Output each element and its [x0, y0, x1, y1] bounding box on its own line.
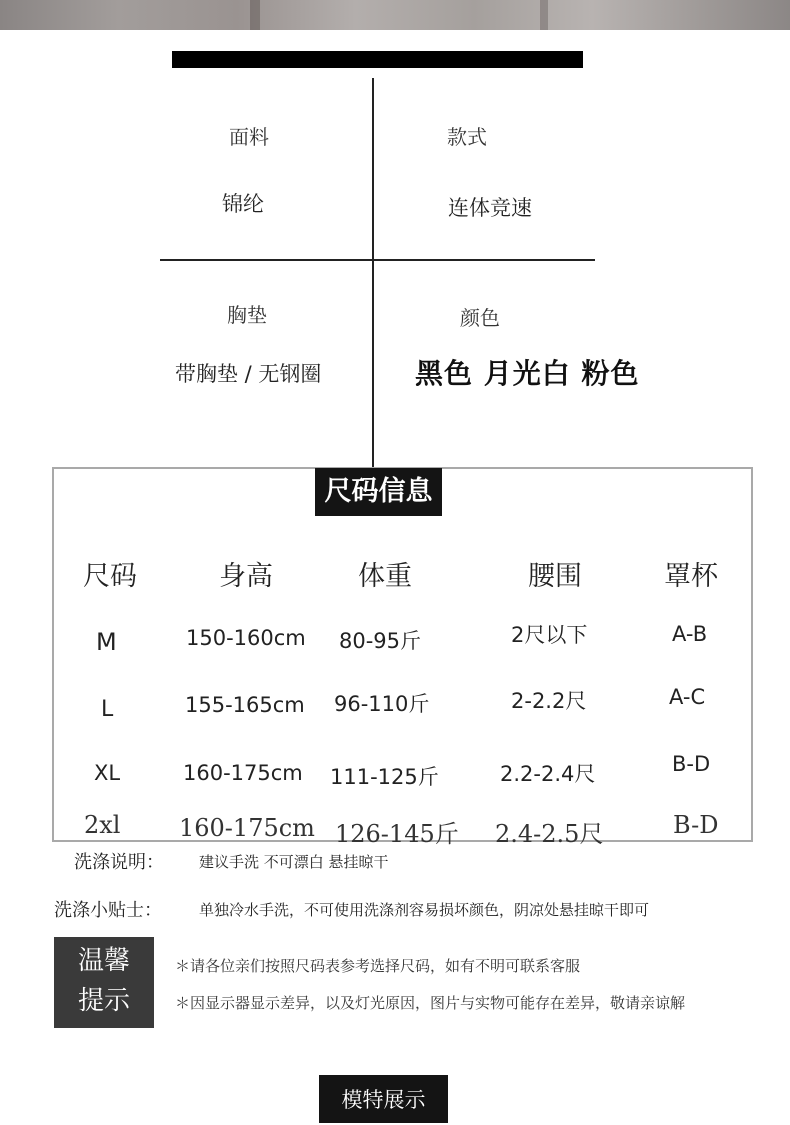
wash-instructions-label: 洗涤说明：	[74, 852, 164, 873]
color-value: 黑色 月光白 粉色	[415, 357, 640, 390]
row-l-cup: A-C	[669, 685, 706, 709]
header-height: 身高	[219, 561, 273, 592]
header-weight: 体重	[358, 561, 412, 592]
model-photo-strip	[0, 0, 790, 30]
photo-shadow-right	[540, 0, 548, 30]
header-size: 尺码	[83, 561, 137, 592]
row-2xl-size: 2xl	[84, 811, 121, 839]
row-l-size: L	[101, 697, 114, 722]
row-l-waist: 2-2.2尺	[511, 689, 587, 713]
reminder-label-line2: 提示	[77, 986, 130, 1016]
row-m-waist: 2尺以下	[511, 623, 588, 647]
row-xl-size: XL	[94, 761, 121, 785]
row-m-height: 150-160cm	[186, 626, 306, 650]
row-l-weight: 96-110斤	[334, 692, 430, 716]
header-cup: 罩杯	[664, 561, 718, 592]
row-m-weight: 80-95斤	[339, 629, 422, 653]
row-2xl-cup: B-D	[673, 811, 719, 839]
reminder-tip-1: ＊请各位亲们按照尺码表参考选择尺码，如有不明可联系客服	[175, 957, 581, 975]
fabric-label: 面料	[229, 125, 269, 149]
model-display-button[interactable]: 模特展示	[319, 1075, 448, 1123]
row-2xl-height: 160-175cm	[179, 814, 315, 842]
row-xl-height: 160-175cm	[183, 761, 303, 785]
row-l-height: 155-165cm	[185, 693, 305, 717]
row-xl-cup: B-D	[672, 752, 711, 776]
row-2xl-waist: 2.4-2.5尺	[495, 820, 604, 848]
row-m-size: M	[96, 628, 117, 656]
wash-tips-text: 单独冷水手洗，不可使用洗涤剂容易损坏颜色，阴凉处悬挂晾干即可	[199, 901, 650, 919]
row-xl-weight: 111-125斤	[330, 765, 439, 789]
grid-vertical-divider	[372, 78, 374, 468]
grid-horizontal-divider	[160, 259, 595, 261]
reminder-label-box	[54, 937, 154, 1028]
style-label: 款式	[447, 125, 487, 149]
style-value: 连体竞速	[448, 196, 532, 220]
header-bar	[172, 51, 583, 68]
reminder-label-line1: 温馨	[77, 946, 130, 976]
row-xl-waist: 2.2-2.4尺	[500, 762, 596, 786]
reminder-tip-2: ＊因显示器显示差异，以及灯光原因，图片与实物可能存在差异，敬请亲谅解	[175, 994, 686, 1012]
photo-shadow-left	[250, 0, 260, 30]
pad-label: 胸垫	[227, 303, 267, 327]
row-m-cup: A-B	[672, 622, 708, 646]
row-2xl-weight: 126-145斤	[335, 820, 459, 848]
wash-instructions-text: 建议手洗 不可漂白 悬挂晾干	[199, 853, 389, 871]
wash-tips-label: 洗涤小贴士：	[54, 900, 162, 921]
header-waist: 腰围	[528, 561, 582, 592]
color-label: 颜色	[460, 306, 500, 330]
fabric-value: 锦纶	[222, 192, 264, 216]
pad-value: 带胸垫 / 无钢圈	[175, 362, 322, 386]
size-chart-title: 尺码信息	[315, 468, 442, 516]
